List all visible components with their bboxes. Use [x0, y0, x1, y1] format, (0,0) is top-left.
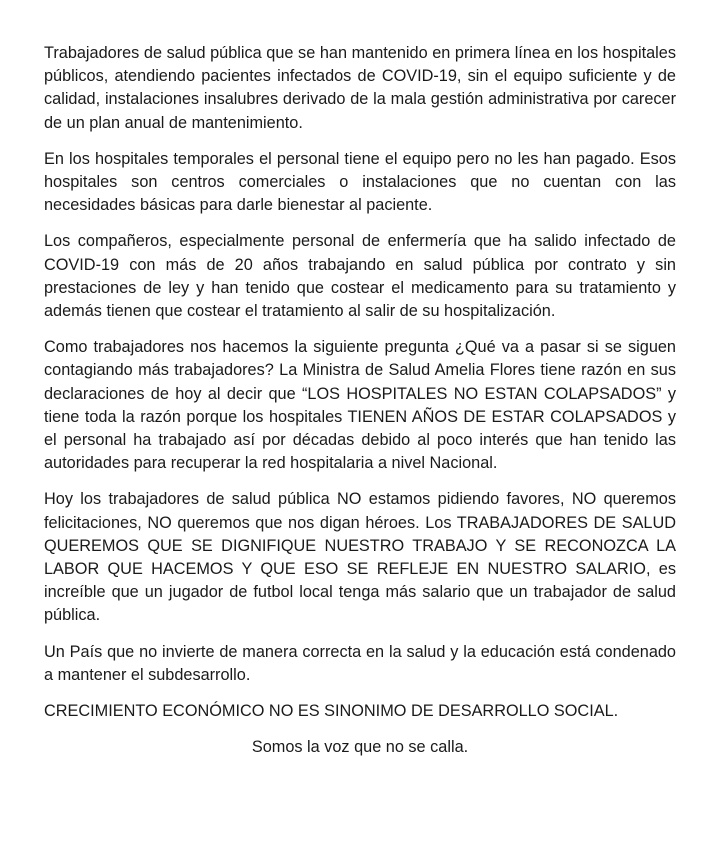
signature-line: Somos la voz que no se calla.	[251, 738, 469, 757]
paragraph-nursing-colleagues: Los compañeros, especialmente personal de enfermería que ha salido infectado de COVID-19 con más de 20 años trabajando en salud pública por contrato y sin prestaciones de ley y han tenido que costear el medicamento para su tratamiento y además tienen que costear el tratamiento al salir de su hospitalización.	[44, 232, 676, 321]
closing-statement: CRECIMIENTO ECONÓMICO NO ES SINONIMO DE DESARROLLO SOCIAL.	[44, 702, 619, 721]
paragraph-temporary-hospitals: En los hospitales temporales el personal tiene el equipo pero no les han pagado. Esos hospitales son centros comerciales o instalaciones que no cuentan con las necesidades básicas para darle bienestar al paciente.	[44, 149, 676, 215]
paragraph-frontline-workers: Trabajadores de salud pública que se han mantenido en primera línea en los hospitales públicos, atendiendo pacientes infectados de COVID-19, sin el equipo suficiente y de calidad, instalaciones insalubres derivado de la mala gestión administrativa por carecer de un plan anual de mantenimiento.	[44, 44, 676, 132]
paragraph-country-investment: Un País que no invierte de manera correcta en la salud y la educación está condenado a mantener el subdesarrollo.	[44, 642, 676, 684]
paragraph-question-to-ministry: Como trabajadores nos hacemos la siguiente pregunta ¿Qué va a pasar si se siguen contagiando más trabajadores? La Ministra de Salud Amelia Flores tiene razón en sus declaraciones de hoy al decir que “LOS HOSPITALES NO ESTAN COLAPSADOS” y tiene toda la razón porque los hospitales TIENEN AÑOS DE ESTAR COLAPSADOS y el personal ha trabajado así por décadas debido al poco interés que han tenido las autoridades para recuperar la red hospitalaria a nivel Nacional.	[44, 338, 676, 473]
paragraph-salary-demand: Hoy los trabajadores de salud pública NO estamos pidiendo favores, NO queremos felicitaciones, NO queremos que nos digan héroes. Los TRABAJADORES DE SALUD QUEREMOS QUE SE DIGNIFIQUE NUESTRO TRABAJO Y SE RECONOZCA LA LABOR QUE HACEMOS Y QUE ESO SE REFLEJE EN NUESTRO SALARIO, es increíble que un jugador de futbol local tenga más salario que un trabajador de salud pública.	[44, 490, 676, 625]
document-body	[44, 42, 676, 759]
